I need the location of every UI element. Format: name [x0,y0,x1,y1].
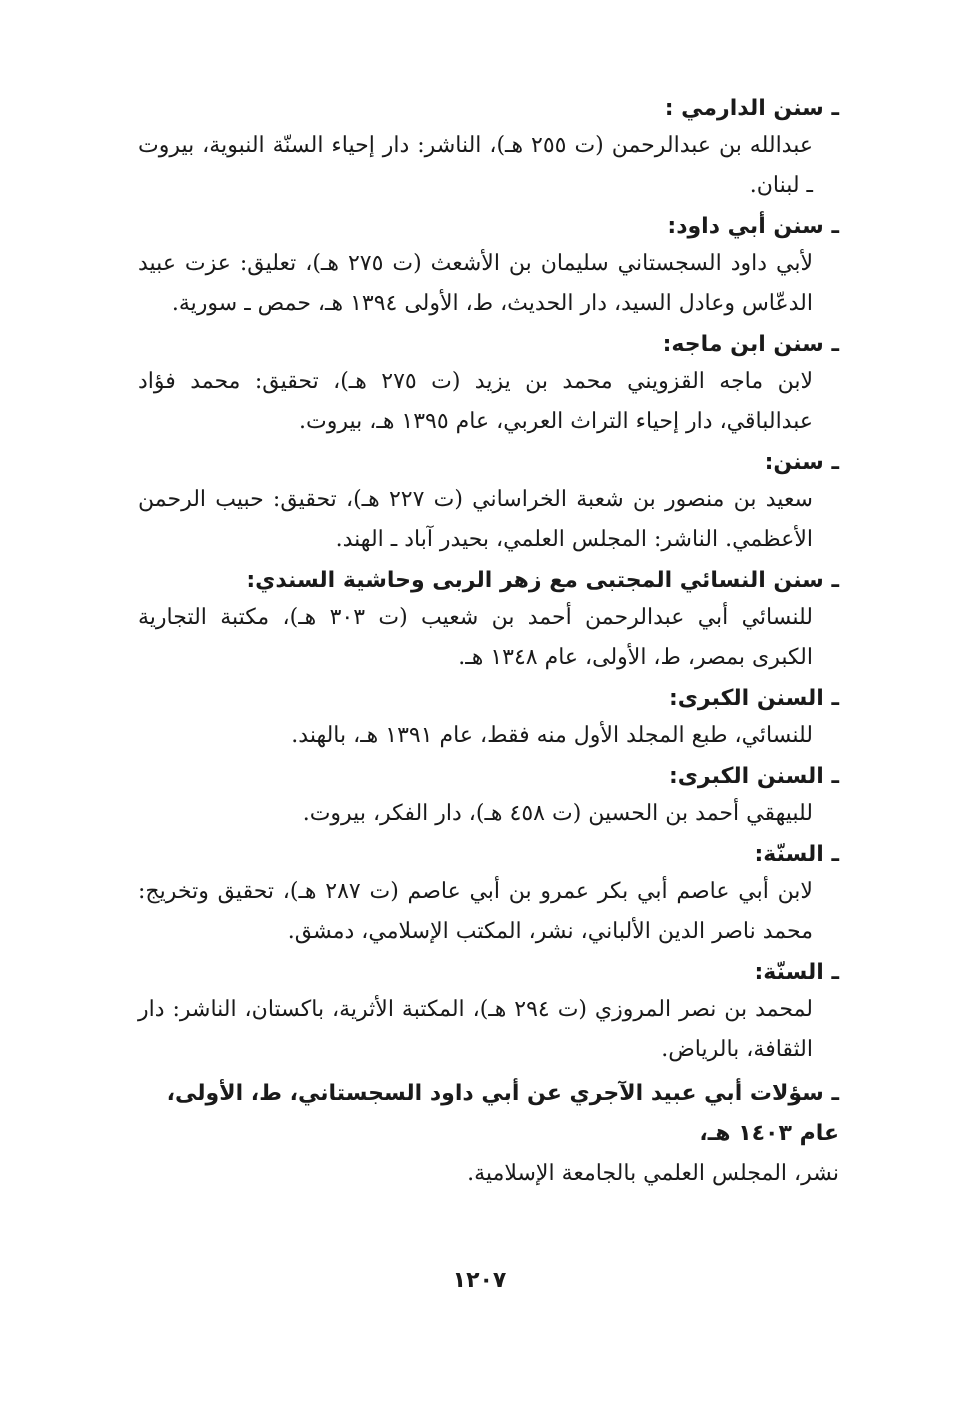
entry-sunan-kubra-nasai [138,682,839,756]
entry-body: لأبي داود السجستاني سليمان بن الأشعث (ت ٢٧٥ هـ)، تعليق: عزت عبيد الدعّاس وعادل السيد، دار الحديث، ط، الأولى ١٣٩٤ هـ، حمص ـ سورية. [138,251,813,316]
bibliography-page [138,92,839,1198]
entry-body: للبيهقي أحمد بن الحسين (ت ٤٥٨ هـ)، دار الفكر، بيروت. [302,801,813,826]
page-number: ١٢٠٧ [452,1268,507,1293]
entry-sunan-said-bin-mansur [138,446,839,560]
entry-sunan-kubra-bayhaqi [138,760,839,834]
entry-body: للنسائي، طبع المجلد الأول منه فقط، عام ١٣٩١ هـ، بالهند. [291,723,813,748]
entry-title: ـ السنن الكبرى: [668,686,839,711]
entry-body: للنسائي أبي عبدالرحمن أحمد بن شعيب (ت ٣٠٣ هـ)، مكتبة التجارية الكبرى بمصر، ط، الأولى، عام ١٣٤٨ هـ. [138,605,814,670]
entry-sunan-nasai-mujtaba [138,564,839,678]
entry-body: نشر، المجلس العلمي بالجامعة الإسلامية. [467,1161,839,1186]
entry-title: ـ السنّة: [754,960,839,985]
entry-body: عبدالله بن عبدالرحمن (ت ٢٥٥ هـ)، الناشر: دار إحياء السنّة النبوية، بيروت ـ لبنان. [138,133,814,198]
entry-title: ـ سؤلات أبي عبيد الآجري عن أبي داود السجستاني، ط، الأولى، عام ١٤٠٣ هـ، [166,1081,839,1146]
entry-title: ـ سنن: [764,450,839,475]
entry-title: ـ سنن النسائي المجتبى مع زهر الربى وحاشية السندي: [246,568,839,593]
entry-body: لابن ماجه القزويني محمد بن يزيد (ت ٢٧٥ هـ)، تحقيق: محمد فؤاد عبدالباقي، دار إحياء التراث العربي، عام ١٣٩٥ هـ، بيروت. [138,369,813,434]
entry-sunnah-marwazi [138,956,839,1070]
entry-suulat-ajurri [138,1074,839,1194]
entry-sunan-darimi [138,92,839,206]
entry-title: ـ السنّة: [754,842,839,867]
entry-title: ـ سنن أبي داود: [667,214,839,239]
entry-body: لابن أبي عاصم أبي بكر عمرو بن أبي عاصم (ت ٢٨٧ هـ)، تحقيق وتخريج: محمد ناصر الدين الألباني، نشر، المكتب الإسلامي، دمشق. [138,879,813,944]
entry-body: سعيد بن منصور بن شعبة الخراساني (ت ٢٢٧ هـ)، تحقيق: حبيب الرحمن الأعظمي. الناشر: المجلس العلمي، بحيدر آباد ـ الهند. [138,487,813,552]
entry-sunnah-ibn-abi-asim [138,838,839,952]
entry-sunan-abi-dawud [138,210,839,324]
entry-body: لمحمد بن نصر المروزي (ت ٢٩٤ هـ)، المكتبة الأثرية، باكستان، الناشر: دار الثقافة، بالرياض. [138,997,814,1062]
entry-title: ـ السنن الكبرى: [668,764,839,789]
entry-sunan-ibn-majah [138,328,839,442]
entry-title: ـ سنن الدارمي : [664,96,839,121]
entry-title: ـ سنن ابن ماجه: [662,332,839,357]
